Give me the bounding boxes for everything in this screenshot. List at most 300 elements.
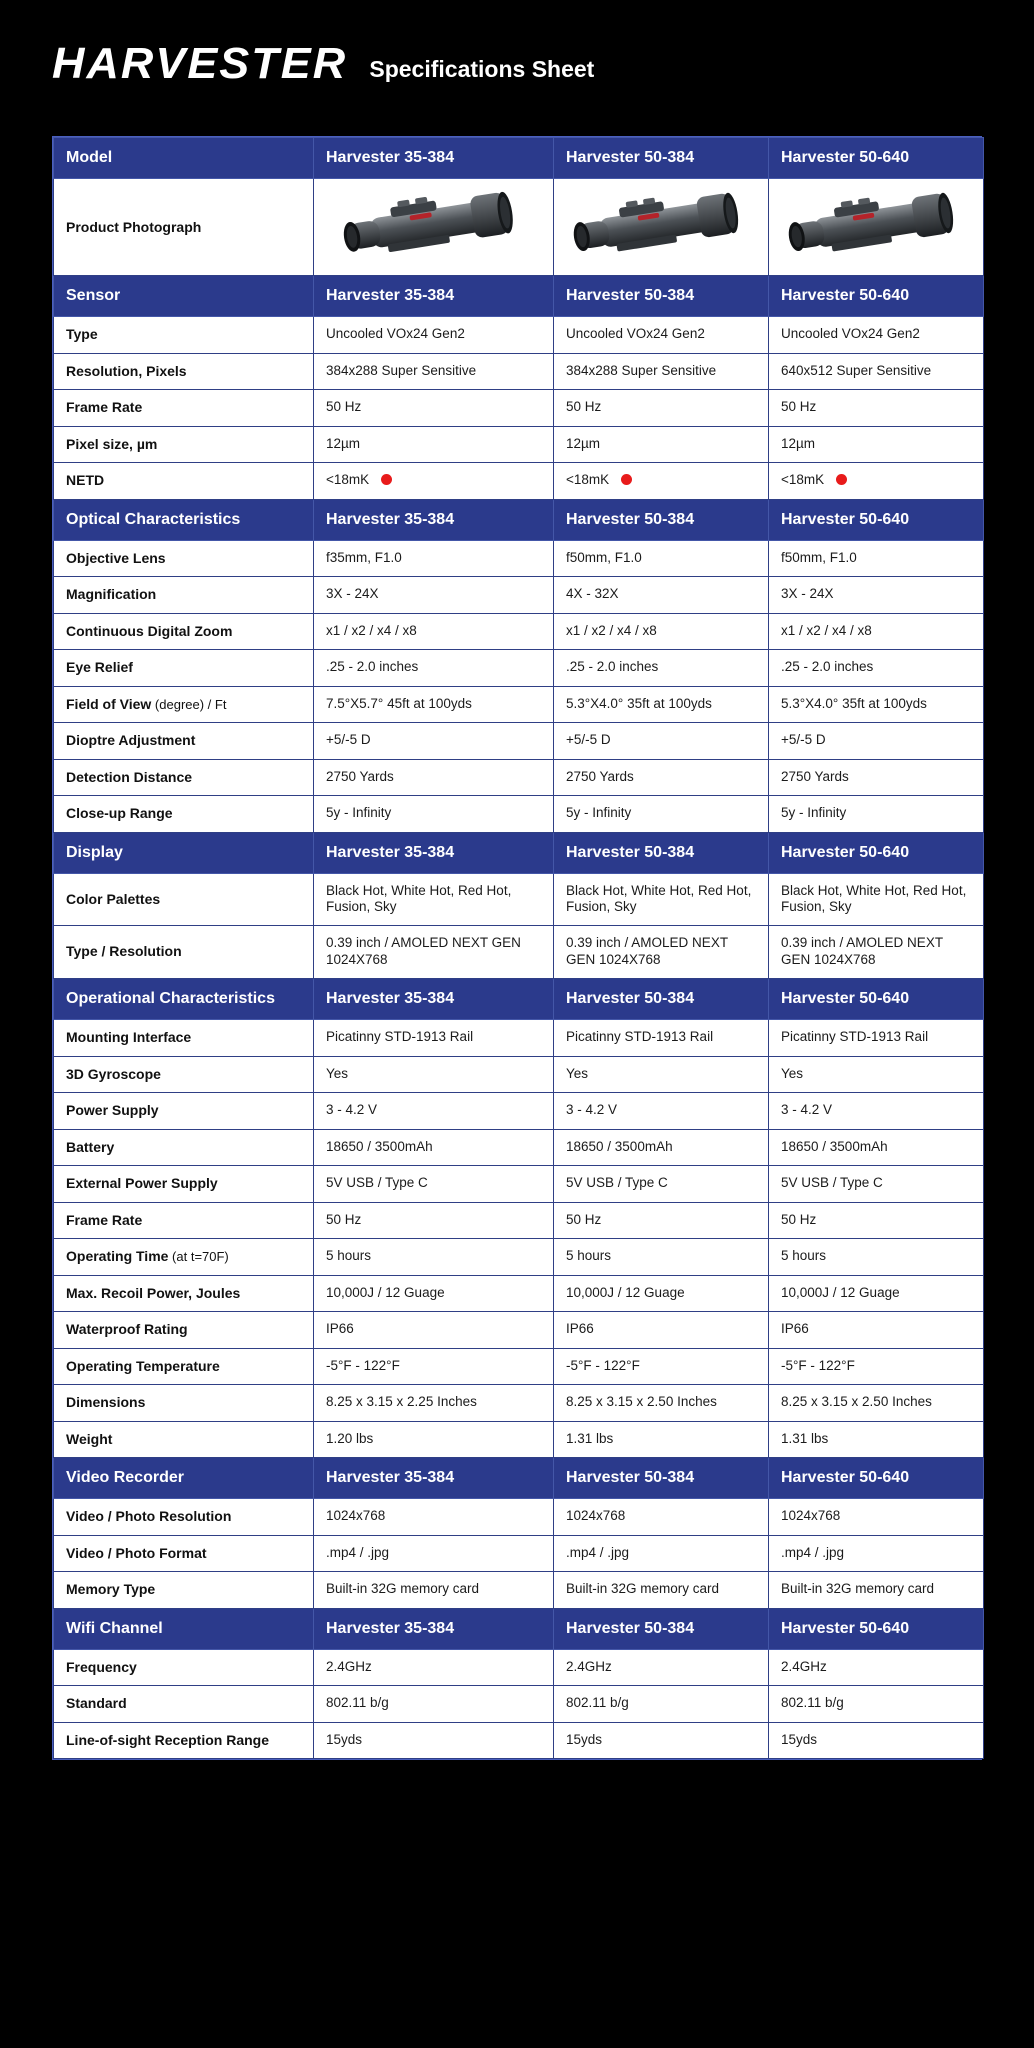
cell-value: Built-in 32G memory card (326, 1581, 480, 1597)
section-model-header: Harvester 50-640 (769, 499, 984, 540)
table-cell (554, 1572, 769, 1609)
cell-value: Black Hot, White Hot, Red Hot, Fusion, Sky (566, 882, 752, 915)
cell-value: x1 / x2 / x4 / x8 (326, 622, 417, 638)
table-cell (554, 1535, 769, 1572)
table-cell (769, 926, 984, 979)
cell-value: 0.39 inch / AMOLED NEXT GEN 1024X768 (326, 935, 521, 968)
table-cell (554, 353, 769, 390)
row-label-text: Objective Lens (66, 549, 166, 566)
table-row (54, 463, 984, 500)
cell-value: 50 Hz (326, 399, 362, 415)
cell-value: 802.11 b/g (326, 1695, 389, 1711)
section-header-row (54, 1458, 984, 1499)
table-cell (769, 1166, 984, 1203)
cell-value: Built-in 32G memory card (781, 1581, 935, 1597)
cell-value: 802.11 b/g (781, 1695, 844, 1711)
cell-value: 5y - Infinity (781, 805, 847, 821)
table-row (54, 1239, 984, 1276)
table-cell (314, 926, 554, 979)
section-model-header: Harvester 50-640 (769, 1608, 984, 1649)
thermal-scope-icon (769, 179, 983, 275)
table-cell (314, 1093, 554, 1130)
row-label-text: External Power Supply (66, 1175, 218, 1191)
section-model-header: Harvester 50-384 (554, 499, 769, 540)
table-row (54, 1535, 984, 1572)
cell-value: <18mK (566, 472, 610, 488)
cell-value: 5y - Infinity (326, 805, 392, 821)
netd-indicator-dot (381, 474, 392, 485)
cell-value: 640x512 Super Sensitive (781, 362, 932, 378)
cell-value: Uncooled VOx24 Gen2 (566, 326, 705, 342)
table-cell (769, 650, 984, 687)
table-cell (314, 390, 554, 427)
cell-value: 50 Hz (566, 1211, 602, 1227)
table-row (54, 759, 984, 796)
cell-value: 5 hours (566, 1248, 612, 1264)
section-model-header: Harvester 35-384 (314, 499, 554, 540)
row-label-text: Mounting Interface (66, 1029, 192, 1045)
row-label-subtext: (at t=70F) (168, 1249, 229, 1264)
row-label (54, 1686, 314, 1723)
table-cell (554, 1686, 769, 1723)
row-label (54, 686, 314, 723)
section-model-header: Harvester 50-640 (769, 138, 984, 179)
section-model-header: Harvester 35-384 (314, 979, 554, 1020)
table-row (54, 686, 984, 723)
table-cell (554, 1649, 769, 1686)
table-cell (314, 1649, 554, 1686)
row-label-text: Field of View (66, 695, 152, 712)
table-row (54, 1056, 984, 1093)
row-label (54, 1202, 314, 1239)
table-cell (769, 353, 984, 390)
table-cell (314, 1722, 554, 1759)
cell-value: 50 Hz (781, 399, 817, 415)
section-model-header: Harvester 35-384 (314, 1608, 554, 1649)
cell-value: 15yds (566, 1731, 603, 1747)
row-label-text: Weight (66, 1430, 113, 1447)
row-label-text: Continuous Digital Zoom (66, 622, 233, 639)
netd-indicator-dot (621, 474, 632, 485)
cell-value: Yes (781, 1065, 804, 1081)
section-model-header: Harvester 50-384 (554, 1608, 769, 1649)
specifications-table-wrapper (52, 136, 982, 1760)
table-cell (314, 723, 554, 760)
section-model-header: Harvester 50-384 (554, 832, 769, 873)
row-label (54, 1535, 314, 1572)
row-label-text: Type / Resolution (66, 943, 182, 960)
cell-value: Yes (566, 1065, 589, 1081)
cell-value: Picatinny STD-1913 Rail (326, 1029, 474, 1045)
table-cell (769, 1348, 984, 1385)
table-cell (314, 1275, 554, 1312)
table-cell (769, 1385, 984, 1422)
section-model-header: Harvester 50-384 (554, 276, 769, 317)
row-label (54, 1649, 314, 1686)
row-label (54, 1499, 314, 1536)
table-cell (554, 926, 769, 979)
netd-indicator-dot (836, 474, 847, 485)
cell-value: Black Hot, White Hot, Red Hot, Fusion, Sky (326, 882, 512, 915)
table-cell (314, 1686, 554, 1723)
table-cell (314, 1239, 554, 1276)
table-row (54, 540, 984, 577)
table-cell (554, 1499, 769, 1536)
row-label-text: Resolution, Pixels (66, 362, 187, 379)
table-cell (314, 686, 554, 723)
row-label-text: Memory Type (66, 1581, 156, 1597)
cell-value: Uncooled VOx24 Gen2 (781, 326, 920, 342)
cell-value: 802.11 b/g (566, 1695, 629, 1711)
section-title: Video Recorder (54, 1458, 314, 1499)
row-label (54, 1348, 314, 1385)
section-header-row (54, 276, 984, 317)
section-model-header: Harvester 35-384 (314, 138, 554, 179)
table-cell (769, 613, 984, 650)
cell-value: 10,000J / 12 Guage (326, 1284, 445, 1300)
table-cell (314, 540, 554, 577)
cell-value: 12µm (781, 435, 816, 451)
cell-value: .25 - 2.0 inches (781, 659, 874, 675)
row-label (54, 1166, 314, 1203)
table-cell (769, 1275, 984, 1312)
cell-value: 50 Hz (781, 1211, 817, 1227)
row-label-text: Battery (66, 1138, 115, 1155)
row-label (54, 723, 314, 760)
table-row (54, 1499, 984, 1536)
cell-value: 3 - 4.2 V (781, 1102, 833, 1118)
table-cell (554, 577, 769, 614)
section-model-header: Harvester 50-640 (769, 979, 984, 1020)
cell-value: x1 / x2 / x4 / x8 (781, 622, 872, 638)
table-cell (554, 390, 769, 427)
table-row (54, 1649, 984, 1686)
table-cell (314, 1572, 554, 1609)
table-cell (769, 463, 984, 500)
row-label (54, 1312, 314, 1349)
cell-value: .25 - 2.0 inches (566, 659, 659, 675)
cell-value: 50 Hz (566, 399, 602, 415)
table-cell (769, 317, 984, 354)
table-cell (769, 1239, 984, 1276)
table-cell (314, 1020, 554, 1057)
cell-value: 5.3°X4.0° 35ft at 100yds (781, 695, 927, 711)
cell-value: -5°F - 122°F (566, 1357, 640, 1373)
cell-value: 3 - 4.2 V (326, 1102, 378, 1118)
cell-value: Picatinny STD-1913 Rail (566, 1029, 714, 1045)
row-label (54, 796, 314, 833)
table-row (54, 1572, 984, 1609)
section-header-row (54, 499, 984, 540)
table-row (54, 926, 984, 979)
cell-value: 384x288 Super Sensitive (326, 362, 477, 378)
row-label (54, 1385, 314, 1422)
table-cell (554, 1202, 769, 1239)
cell-value: .mp4 / .jpg (326, 1544, 390, 1560)
table-cell (314, 577, 554, 614)
cell-value: 2750 Yards (566, 768, 634, 784)
cell-value: 8.25 x 3.15 x 2.50 Inches (781, 1394, 932, 1410)
table-row (54, 873, 984, 926)
cell-value: 18650 / 3500mAh (326, 1138, 433, 1154)
table-cell (769, 723, 984, 760)
table-row (54, 426, 984, 463)
table-cell (769, 1421, 984, 1458)
specifications-table-body (54, 138, 984, 1759)
product-photo-cell (554, 179, 769, 276)
section-header-row (54, 1608, 984, 1649)
table-row (54, 317, 984, 354)
cell-value: 2.4GHz (781, 1658, 827, 1674)
row-label (54, 759, 314, 796)
cell-value: .mp4 / .jpg (566, 1544, 630, 1560)
cell-value: 5V USB / Type C (566, 1175, 668, 1191)
cell-value: IP66 (781, 1321, 809, 1337)
table-row (54, 613, 984, 650)
table-cell (769, 759, 984, 796)
table-row (54, 723, 984, 760)
row-label (54, 463, 314, 500)
table-cell (314, 759, 554, 796)
cell-value: 5V USB / Type C (326, 1175, 428, 1191)
cell-value: f50mm, F1.0 (566, 549, 642, 565)
page-title: Specifications Sheet (369, 56, 595, 82)
table-cell (769, 1722, 984, 1759)
table-cell (314, 1535, 554, 1572)
table-cell (769, 1129, 984, 1166)
row-label (54, 540, 314, 577)
row-label-text: Type (66, 326, 98, 342)
table-cell (554, 1093, 769, 1130)
table-cell (554, 426, 769, 463)
table-cell (554, 1722, 769, 1759)
cell-value: -5°F - 122°F (326, 1357, 400, 1373)
table-cell (769, 1535, 984, 1572)
cell-value: +5/-5 D (781, 732, 826, 748)
table-cell (769, 873, 984, 926)
cell-value: 1.31 lbs (781, 1430, 829, 1446)
row-label: Product Photograph (54, 179, 314, 276)
table-cell (769, 1649, 984, 1686)
row-label-text: Power Supply (66, 1102, 159, 1118)
table-cell (554, 613, 769, 650)
table-row (54, 1166, 984, 1203)
row-label (54, 1056, 314, 1093)
table-cell (314, 317, 554, 354)
cell-value: <18mK (326, 472, 370, 488)
cell-value: Built-in 32G memory card (566, 1581, 720, 1597)
table-row (54, 650, 984, 687)
table-cell (554, 723, 769, 760)
table-cell (554, 1239, 769, 1276)
table-cell (554, 1129, 769, 1166)
section-model-header: Harvester 50-640 (769, 276, 984, 317)
cell-value: Picatinny STD-1913 Rail (781, 1029, 929, 1045)
row-label-text: Detection Distance (66, 768, 193, 785)
cell-value: Yes (326, 1065, 349, 1081)
table-cell (554, 1385, 769, 1422)
cell-value: 1.20 lbs (326, 1430, 374, 1446)
product-photograph-row (54, 179, 984, 276)
row-label (54, 1275, 314, 1312)
table-cell (314, 1166, 554, 1203)
table-cell (769, 390, 984, 427)
cell-value: 3X - 24X (326, 586, 379, 602)
table-cell (554, 1421, 769, 1458)
table-cell (554, 1312, 769, 1349)
row-label-text: Pixel size, µm (66, 435, 158, 452)
cell-value: 3X - 24X (781, 586, 834, 602)
table-cell (554, 1056, 769, 1093)
row-label (54, 1421, 314, 1458)
row-label-text: Frame Rate (66, 399, 143, 415)
row-label (54, 926, 314, 979)
table-cell (554, 1020, 769, 1057)
table-cell (769, 577, 984, 614)
table-cell (314, 1348, 554, 1385)
cell-value: <18mK (781, 472, 825, 488)
table-cell (769, 796, 984, 833)
cell-value: 12µm (326, 435, 361, 451)
cell-value: -5°F - 122°F (781, 1357, 855, 1373)
table-cell (314, 1385, 554, 1422)
cell-value: 10,000J / 12 Guage (781, 1284, 900, 1300)
table-cell (554, 686, 769, 723)
row-label-text: Line-of-sight Reception Range (66, 1731, 269, 1748)
row-label (54, 1129, 314, 1166)
table-row (54, 1020, 984, 1057)
row-label-text: Standard (66, 1695, 127, 1711)
section-title: Display (54, 832, 314, 873)
table-cell (314, 1312, 554, 1349)
table-cell (554, 540, 769, 577)
cell-value: 18650 / 3500mAh (566, 1138, 673, 1154)
cell-value: 7.5°X5.7° 45ft at 100yds (326, 695, 472, 711)
table-cell (314, 1056, 554, 1093)
section-header-row (54, 832, 984, 873)
cell-value: 0.39 inch / AMOLED NEXT GEN 1024X768 (781, 935, 943, 968)
table-row (54, 1202, 984, 1239)
cell-value: 5V USB / Type C (781, 1175, 883, 1191)
row-label-text: Dimensions (66, 1394, 146, 1410)
table-cell (554, 759, 769, 796)
cell-value: 12µm (566, 435, 601, 451)
cell-value: 384x288 Super Sensitive (566, 362, 717, 378)
table-cell (769, 1572, 984, 1609)
cell-value: 2.4GHz (566, 1658, 612, 1674)
row-label (54, 1722, 314, 1759)
table-cell (769, 1202, 984, 1239)
section-model-header: Harvester 50-640 (769, 1458, 984, 1499)
cell-value: 1024x768 (781, 1508, 841, 1524)
table-cell (314, 353, 554, 390)
table-cell (314, 1202, 554, 1239)
table-cell (769, 540, 984, 577)
row-label (54, 1020, 314, 1057)
cell-value: 15yds (326, 1731, 363, 1747)
row-label (54, 577, 314, 614)
section-model-header: Harvester 35-384 (314, 832, 554, 873)
table-row (54, 1129, 984, 1166)
cell-value: x1 / x2 / x4 / x8 (566, 622, 657, 638)
row-label-subtext: (degree) / Ft (151, 696, 227, 712)
row-label-text: Magnification (66, 586, 157, 602)
table-cell (769, 1499, 984, 1536)
table-cell (554, 463, 769, 500)
section-header-row (54, 138, 984, 179)
cell-value: 5.3°X4.0° 35ft at 100yds (566, 695, 712, 711)
thermal-scope-icon (314, 179, 553, 275)
row-label-text: Color Palettes (66, 890, 161, 907)
table-cell (769, 1056, 984, 1093)
cell-value: 4X - 32X (566, 586, 619, 602)
table-row (54, 1312, 984, 1349)
section-model-header: Harvester 50-640 (769, 832, 984, 873)
table-cell (554, 1166, 769, 1203)
product-photo-cell (314, 179, 554, 276)
row-label-text: Dioptre Adjustment (66, 732, 196, 748)
table-cell (314, 1421, 554, 1458)
table-row (54, 1348, 984, 1385)
cell-value: 18650 / 3500mAh (781, 1138, 888, 1154)
cell-value: 8.25 x 3.15 x 2.25 Inches (326, 1394, 477, 1410)
cell-value: 1024x768 (566, 1508, 626, 1524)
table-cell (769, 686, 984, 723)
section-model-header: Harvester 35-384 (314, 1458, 554, 1499)
thermal-scope-icon (554, 179, 768, 275)
cell-value: +5/-5 D (326, 732, 371, 748)
table-cell (554, 317, 769, 354)
table-row (54, 390, 984, 427)
table-row (54, 1275, 984, 1312)
table-row (54, 1722, 984, 1759)
table-cell (314, 1499, 554, 1536)
row-label (54, 1572, 314, 1609)
section-title: Sensor (54, 276, 314, 317)
cell-value: 5 hours (326, 1248, 372, 1264)
section-title: Wifi Channel (54, 1608, 314, 1649)
cell-value: IP66 (566, 1321, 594, 1337)
table-cell (314, 426, 554, 463)
row-label-text: Operating Time (66, 1248, 169, 1264)
section-title: Model (54, 138, 314, 179)
table-row (54, 1385, 984, 1422)
table-cell (314, 873, 554, 926)
row-label (54, 390, 314, 427)
cell-value: 1.31 lbs (566, 1430, 614, 1446)
table-cell (314, 463, 554, 500)
table-cell (314, 1129, 554, 1166)
table-cell (769, 1020, 984, 1057)
cell-value: .25 - 2.0 inches (326, 659, 419, 675)
cell-value: .mp4 / .jpg (781, 1544, 845, 1560)
specifications-table (53, 137, 984, 1759)
cell-value: 10,000J / 12 Guage (566, 1284, 685, 1300)
cell-value: f35mm, F1.0 (326, 549, 402, 565)
section-model-header: Harvester 50-384 (554, 1458, 769, 1499)
section-title: Operational Characteristics (54, 979, 314, 1020)
table-row (54, 577, 984, 614)
table-cell (314, 650, 554, 687)
row-label-text: Waterproof Rating (66, 1321, 188, 1337)
table-cell (314, 613, 554, 650)
table-cell (554, 796, 769, 833)
table-cell (769, 1686, 984, 1723)
row-label-text: Frame Rate (66, 1211, 143, 1228)
table-cell (769, 1093, 984, 1130)
product-photo-cell (769, 179, 984, 276)
cell-value: 2.4GHz (326, 1658, 372, 1674)
